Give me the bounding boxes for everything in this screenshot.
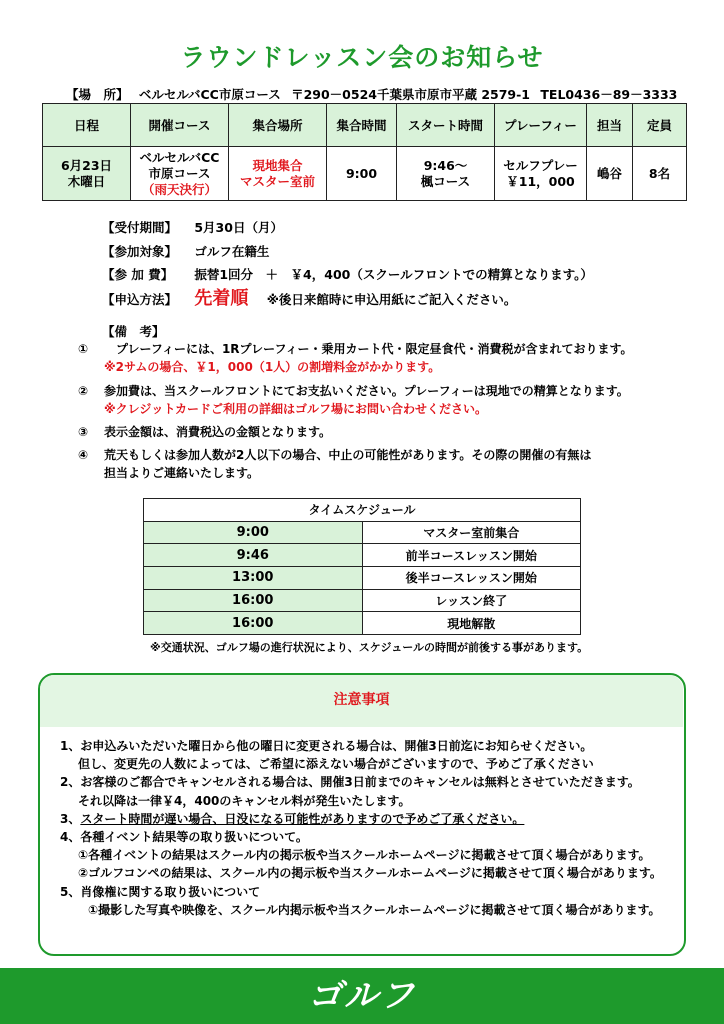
caution-line: 1、お申込みいただいた曜日から他の曜日に変更される場合は、開催3日前迄にお知らせください。 <box>60 739 593 753</box>
page-title: ラウンドレッスン会のお知らせ <box>180 43 544 72</box>
caution-line: ②ゴルフコンペの結果は、スクール内の掲示板や当スクールホームページに掲載させて頂く場合があります。 <box>78 866 662 881</box>
caution-line: 2、お客様のご都合でキャンセルされる場合は、開催3日前までのキャンセルは無料とさせていただきます。 <box>60 775 640 790</box>
cost-row <box>102 265 593 283</box>
schedule-row <box>144 521 581 544</box>
header-meeting-place: 集合場所 <box>229 104 327 147</box>
caution-line: それ以降は一律￥4，400のキャンセル料が発生いたします。 <box>78 793 411 808</box>
course-note: （雨天決行） <box>141 181 217 197</box>
meet-line2: マスター室前 <box>239 173 315 189</box>
note-warning: ※クレジットカードご利用の詳細はゴルフ場にお問い合わせください。 <box>104 402 488 416</box>
event-table-row <box>43 147 687 201</box>
event-table-header <box>43 104 687 147</box>
cell-staff: 嶋谷 <box>587 147 633 201</box>
schedule-time: 9:46 <box>144 544 363 567</box>
schedule-row <box>144 567 581 590</box>
note-number: ② <box>78 384 89 398</box>
schedule-event: レッスン終了 <box>362 589 581 612</box>
apply-label: 【申込方法】 <box>102 292 178 307</box>
weekday-value: 木曜日 <box>67 173 106 189</box>
schedule-time: 9:00 <box>144 521 363 544</box>
start-line2: 楓コース <box>420 173 471 189</box>
schedule-time: 16:00 <box>144 589 363 612</box>
header-capacity: 定員 <box>633 104 687 147</box>
cost-value: 振替1回分 ＋ ￥4，400（スクールフロントでの精算となります。） <box>194 267 593 282</box>
note-text: プレーフィーには、1Rプレーフィー・乗用カート代・限定昼食代・消費税が含まれております。 <box>104 342 633 356</box>
venue-name: ベルセルバCC市原コース <box>138 87 281 102</box>
note-item <box>78 340 633 376</box>
meet-line1: 現地集合 <box>252 157 303 173</box>
schedule-title: タイムスケジュール <box>144 499 581 522</box>
fee-line1: セルフプレー <box>503 157 578 173</box>
cost-label: 【参 加 費】 <box>102 267 174 282</box>
note-text: 荒天もしくは参加人数が2人以下の場合、中止の可能性があります。その際の開催の有無は <box>104 448 592 462</box>
cell-meeting-place <box>229 147 327 201</box>
course-line2: 市原コース <box>148 165 211 181</box>
cell-course <box>131 147 229 201</box>
cell-capacity: 8名 <box>633 147 687 201</box>
start-line1: 9:46～ <box>423 157 468 173</box>
note-text: 参加費は、当スクールフロントにてお支払いください。プレーフィーは現地での精算となります。 <box>104 384 629 398</box>
cell-start-time <box>397 147 495 201</box>
cell-meeting-time: 9:00 <box>327 147 397 201</box>
schedule-event: 現地解散 <box>362 612 581 635</box>
schedule-row <box>144 544 581 567</box>
schedule-event: 後半コースレッスン開始 <box>362 567 581 590</box>
apply-note: ※後日来館時に申込用紙にご記入ください。 <box>266 292 517 307</box>
schedule-time: 16:00 <box>144 612 363 635</box>
schedule-event: マスター室前集合 <box>362 521 581 544</box>
venue-line <box>66 85 683 103</box>
schedule-event: 前半コースレッスン開始 <box>362 544 581 567</box>
cell-date <box>43 147 131 201</box>
note-text: 表示金額は、消費税込の金額となります。 <box>104 425 332 439</box>
deadline-value: 5月30日（月） <box>194 220 283 235</box>
deadline-label: 【受付期間】 <box>102 220 178 235</box>
note-number: ③ <box>78 425 89 439</box>
target-label: 【参加対象】 <box>102 244 178 259</box>
header-start-time: スタート時間 <box>397 104 495 147</box>
note-text-cont: 担当よりご連絡いたします。 <box>104 466 260 480</box>
apply-row <box>102 284 516 310</box>
schedule-note: ※交通状況、ゴルフ場の進行状況により、スケジュールの時間が前後する事があります。 <box>150 641 589 654</box>
target-row <box>102 242 269 260</box>
caution-line <box>60 810 662 828</box>
time-schedule-table <box>143 498 581 635</box>
schedule-row <box>144 612 581 635</box>
cell-play-fee <box>495 147 587 201</box>
caution-underlined-text: スタート時間が遅い場合、日没になる可能性がありますので予めご了承ください。 <box>80 811 525 826</box>
schedule-row <box>144 589 581 612</box>
header-play-fee: プレーフィー <box>495 104 587 147</box>
note-number: ① <box>78 342 89 356</box>
note-number: ④ <box>78 448 89 462</box>
deadline-row <box>102 218 283 236</box>
header-meeting-time: 集合時間 <box>327 104 397 147</box>
event-table <box>42 103 687 201</box>
note-item <box>78 423 331 441</box>
note-item <box>78 446 591 482</box>
caution-line: 但し、変更先の人数によっては、ご希望に添えない場合がございますので、予めご了承ください <box>78 757 594 772</box>
golf-logo: ゴルフ <box>308 976 416 1016</box>
apply-method: 先着順 <box>194 288 249 309</box>
target-value: ゴルフ在籍生 <box>194 244 270 259</box>
caution-heading: 注意事項 <box>40 675 683 727</box>
date-value: 6月23日 <box>60 157 113 173</box>
caution-line: 4、各種イベント結果等の取り扱いについて。 <box>60 830 308 845</box>
fee-line2: ￥11，000 <box>506 173 575 189</box>
header-date: 日程 <box>43 104 131 147</box>
note-item <box>78 382 629 418</box>
footer-banner <box>0 968 724 1024</box>
caution-number: 3、 <box>60 811 81 826</box>
caution-box <box>38 673 686 956</box>
venue-tel: TEL0436－89－3333 <box>540 87 678 102</box>
caution-line: ①各種イベントの結果はスクール内の掲示板や当スクールホームページに掲載させて頂く場合があります。 <box>78 848 651 863</box>
course-line1: ベルセルバCC <box>139 149 220 165</box>
caution-list <box>60 737 662 919</box>
note-warning: ※2サムの場合、￥1，000（1人）の割増料金がかかります。 <box>104 360 441 374</box>
header-course: 開催コース <box>131 104 229 147</box>
schedule-time: 13:00 <box>144 567 363 590</box>
venue-address: 〒290－0524千葉県市原市平蔵 2579-1 <box>291 87 531 102</box>
notes-heading: 【備 考】 <box>102 324 165 339</box>
caution-line: ①撮影した写真や映像を、スクール内掲示板や当スクールホームページに掲載させて頂く場合があります。 <box>88 902 661 917</box>
venue-label: 【場 所】 <box>66 87 129 102</box>
caution-line: 5、肖像権に関する取り扱いについて <box>60 884 261 899</box>
header-staff: 担当 <box>587 104 633 147</box>
